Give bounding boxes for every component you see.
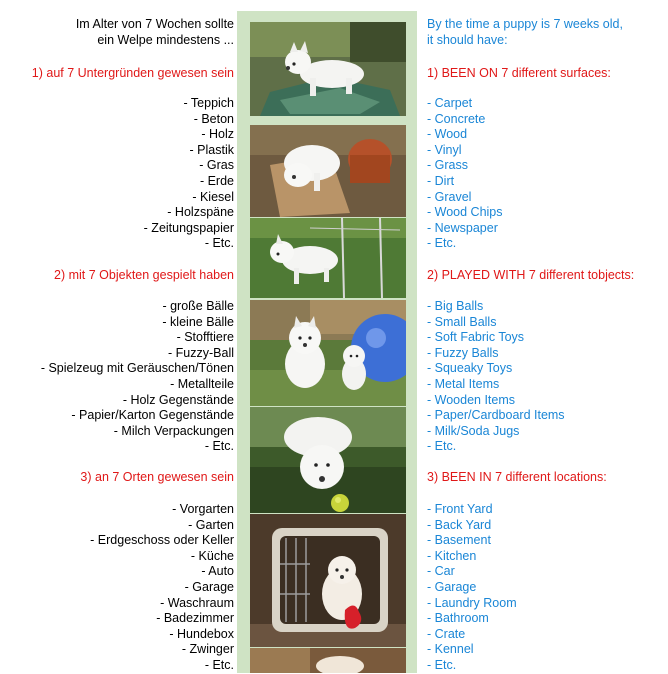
- puppy-on-wood-board-photo: [250, 125, 406, 217]
- list-item: - Soft Fabric Toys: [427, 330, 525, 345]
- english-intro: [427, 17, 623, 48]
- list-item: - Vinyl: [427, 142, 462, 157]
- list-item: - Papier/Karton Gegenstände: [71, 408, 234, 423]
- english-section2-list: [427, 299, 565, 455]
- list-item: - Basement: [427, 533, 491, 548]
- puppy-indoor-photo: [250, 648, 406, 673]
- list-item: - Plastik: [189, 142, 234, 157]
- list-item: - Paper/Cardboard Items: [427, 408, 565, 423]
- list-item: - Small Balls: [427, 314, 497, 329]
- german-section3-list: [90, 502, 234, 674]
- list-item: - Grass: [427, 158, 468, 173]
- list-item: - Waschraum: [160, 595, 234, 610]
- list-item: - Erdgeschoss oder Keller: [90, 533, 234, 548]
- puppy-on-grass-photo: [250, 218, 406, 298]
- list-item: - Car: [427, 564, 455, 579]
- list-item: - Holz: [201, 127, 234, 142]
- list-item: - Etc.: [427, 657, 457, 672]
- list-item: - Vorgarten: [172, 502, 234, 516]
- list-item: - Metallteile: [170, 376, 234, 391]
- list-item: - Stofftiere: [176, 330, 234, 345]
- german-intro-line2: ein Welpe mindestens ...: [97, 32, 234, 47]
- list-item: - Garage: [427, 579, 477, 594]
- list-item: - große Bälle: [162, 299, 234, 313]
- list-item: - Bathroom: [427, 611, 489, 626]
- list-item: - Zeitungspapier: [143, 220, 234, 235]
- english-section3-title: 3) BEEN IN 7 different locations:: [427, 470, 607, 484]
- list-item: - Gravel: [427, 189, 472, 204]
- german-section3-title: 3) an 7 Orten gewesen sein: [80, 470, 234, 484]
- list-item: - Milk/Soda Jugs: [427, 423, 520, 438]
- list-item: - Gras: [199, 158, 234, 173]
- puppy-on-carpet-photo: [250, 22, 406, 116]
- english-intro-line2: it should have:: [427, 32, 508, 47]
- list-item: - Back Yard: [427, 517, 492, 532]
- list-item: - Carpet: [427, 96, 473, 110]
- list-item: - Etc.: [427, 236, 457, 251]
- list-item: - Wooden Items: [427, 392, 516, 407]
- list-item: - Concrete: [427, 111, 486, 126]
- list-item: - Kitchen: [427, 548, 477, 563]
- list-item: - Fuzzy-Ball: [168, 345, 234, 360]
- list-item: - kleine Bälle: [162, 314, 234, 329]
- english-section3-list: [427, 502, 517, 674]
- list-item: - Etc.: [204, 657, 234, 672]
- list-item: - Laundry Room: [427, 595, 517, 610]
- list-item: - Etc.: [427, 439, 457, 454]
- list-item: - Wood: [427, 127, 468, 142]
- list-item: - Fuzzy Balls: [427, 345, 499, 360]
- photo-strip: [237, 11, 417, 673]
- list-item: - Erde: [199, 173, 234, 188]
- two-puppies-with-blue-ball-photo: [250, 300, 406, 406]
- list-item: - Holzspäne: [167, 205, 234, 220]
- german-section1-title: 1) auf 7 Untergründen gewesen sein: [31, 66, 234, 80]
- list-item: - Dirt: [427, 173, 455, 188]
- german-section2-title: 2) mit 7 Objekten gespielt haben: [54, 268, 234, 282]
- list-item: - Milch Verpackungen: [113, 423, 234, 438]
- list-item: - Wood Chips: [427, 205, 503, 220]
- list-item: - Garage: [184, 579, 234, 594]
- puppy-in-crate-photo: [250, 514, 406, 647]
- list-item: - Front Yard: [427, 502, 493, 516]
- list-item: - Zwinger: [181, 642, 234, 657]
- english-section2-title: 2) PLAYED WITH 7 different tobjects:: [427, 268, 635, 282]
- list-item: - Etc.: [204, 439, 234, 454]
- list-item: - Küche: [190, 548, 234, 563]
- german-section2-list: [41, 299, 234, 455]
- english-section1-list: [427, 96, 503, 252]
- list-item: - Kennel: [427, 642, 474, 657]
- english-intro-line1: By the time a puppy is 7 weeks old,: [427, 17, 623, 31]
- list-item: - Crate: [427, 626, 466, 641]
- list-item: - Beton: [193, 111, 234, 126]
- list-item: - Newspaper: [427, 220, 498, 235]
- german-intro: [76, 17, 234, 48]
- german-intro-line1: Im Alter von 7 Wochen sollte: [75, 17, 234, 31]
- list-item: - Spielzeug mit Geräuschen/Tönen: [40, 361, 234, 376]
- english-section1-title: 1) BEEN ON 7 different surfaces:: [427, 66, 611, 80]
- list-item: - Metal Items: [427, 376, 500, 391]
- list-item: - Kiesel: [192, 189, 234, 204]
- list-item: - Squeaky Toys: [427, 361, 513, 376]
- puppy-with-small-ball-photo: [250, 407, 406, 513]
- list-item: - Auto: [201, 564, 234, 579]
- list-item: - Holz Gegenstände: [122, 392, 234, 407]
- list-item: - Garten: [188, 517, 234, 532]
- list-item: - Hundebox: [169, 626, 234, 641]
- list-item: - Badezimmer: [156, 611, 234, 626]
- german-section1-list: [144, 96, 234, 252]
- list-item: - Etc.: [204, 236, 234, 251]
- list-item: - Teppich: [183, 96, 234, 110]
- list-item: - Big Balls: [427, 299, 484, 313]
